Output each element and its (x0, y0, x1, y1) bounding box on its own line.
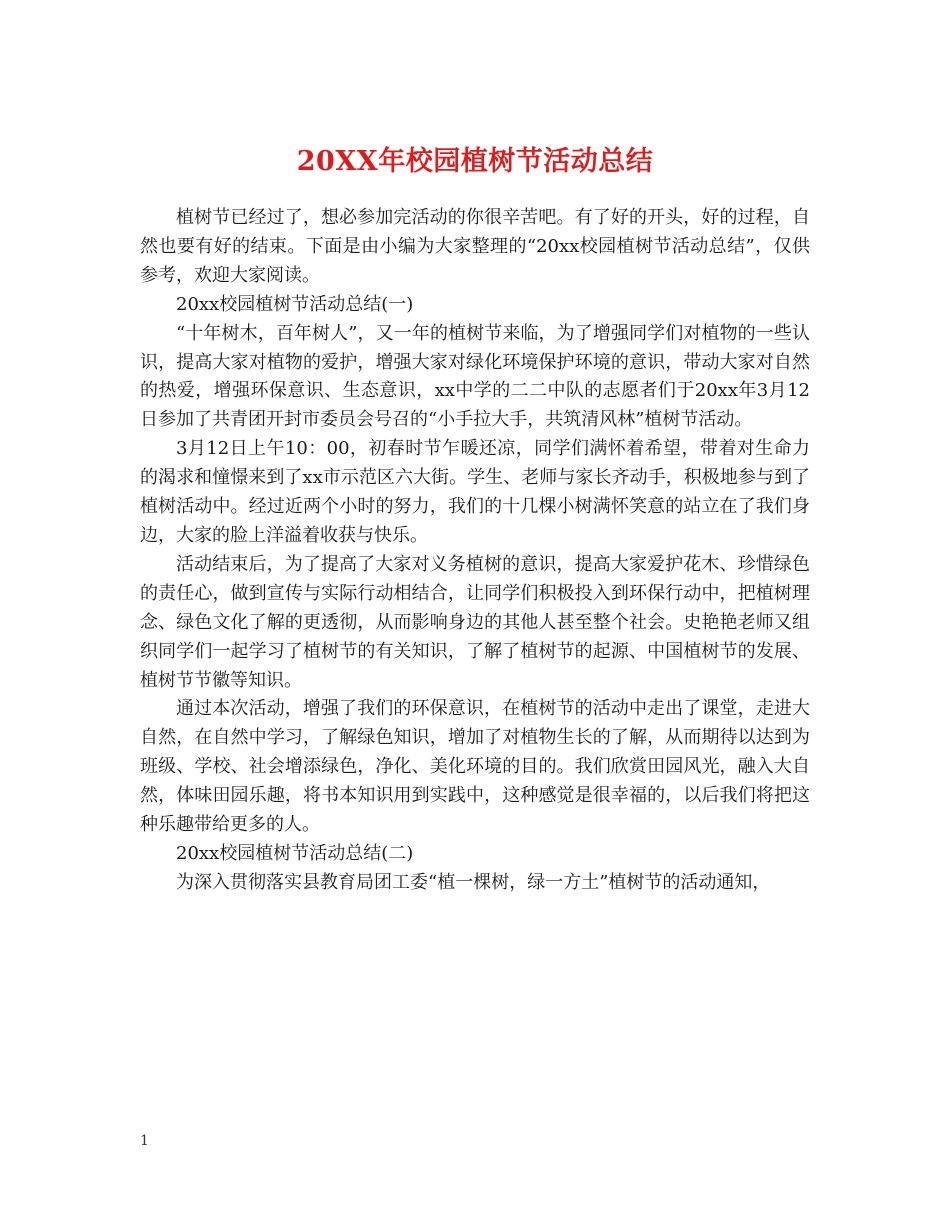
section-heading-2: 20xx校园植树节活动总结(二) (176, 842, 414, 864)
paragraph: “十年树木，百年树人”，又一年的植树节来临，为了增强同学们对植物的一些认识，提高大家对植物的爱护，增强大家对绿化环境保护环境的意识，带动大家对自然的热爱，增强环保意识、生态意识，xx中学的二二中队的志愿者们于20xx年3月12日参加了共青团开封市委员会号召的“小手拉大手，共筑清风林”植树节活动。 (140, 322, 810, 431)
paragraph: 活动结束后，为了提高了大家对义务植树的意识，提高大家爱护花木、珍惜绿色的责任心，做到宣传与实际行动相结合，让同学们积极投入到环保行动中，把植树理念、绿色文化了解的更透彻，从而影响身边的其他人甚至整个社会。史艳艳老师又组织同学们一起学习了植树节的有关知识，了解了植树节的起源、中国植树节的发展、植树节节徽等知识。 (140, 553, 810, 691)
paragraph: 为深入贯彻落实县教育局团工委“植一棵树，绿一方土”植树节的活动通知， (176, 871, 771, 893)
paragraph-intro: 植树节已经过了，想必参加完活动的你很辛苦吧。有了好的开头，好的过程，自然也要有好的结束。下面是由小编为大家整理的“20xx校园植树节活动总结”，仅供参考，欢迎大家阅读。 (140, 207, 810, 286)
page-number: 1 (140, 1133, 149, 1149)
paragraph: 3月12日上午10：00，初春时节乍暖还凉，同学们满怀着希望，带着对生命力的渴求和憧憬来到了xx市示范区六大街。学生、老师与家长齐动手，积极地参与到了植树活动中。经过近两个小时的努力，我们的十几棵小树满怀笑意的站立在了我们身边，大家的脸上洋溢着收获与快乐。 (140, 438, 810, 546)
document-body (140, 204, 810, 898)
section-heading-1: 20xx校园植树节活动总结(一) (176, 293, 414, 315)
paragraph: 通过本次活动，增强了我们的环保意识，在植树节的活动中走出了课堂，走进大自然，在自然中学习，了解绿色知识，增加了对植物生长的了解，从而期待以达到为班级、学校、社会增添绿色，净化、美化环境的目的。我们欣赏田园风光，融入大自然，体味田园乐趣，将书本知识用到实践中，这种感觉是很幸福的，以后我们将把这种乐趣带给更多的人。 (140, 698, 810, 836)
document-title: 20XX年校园植树节活动总结 (296, 146, 654, 178)
